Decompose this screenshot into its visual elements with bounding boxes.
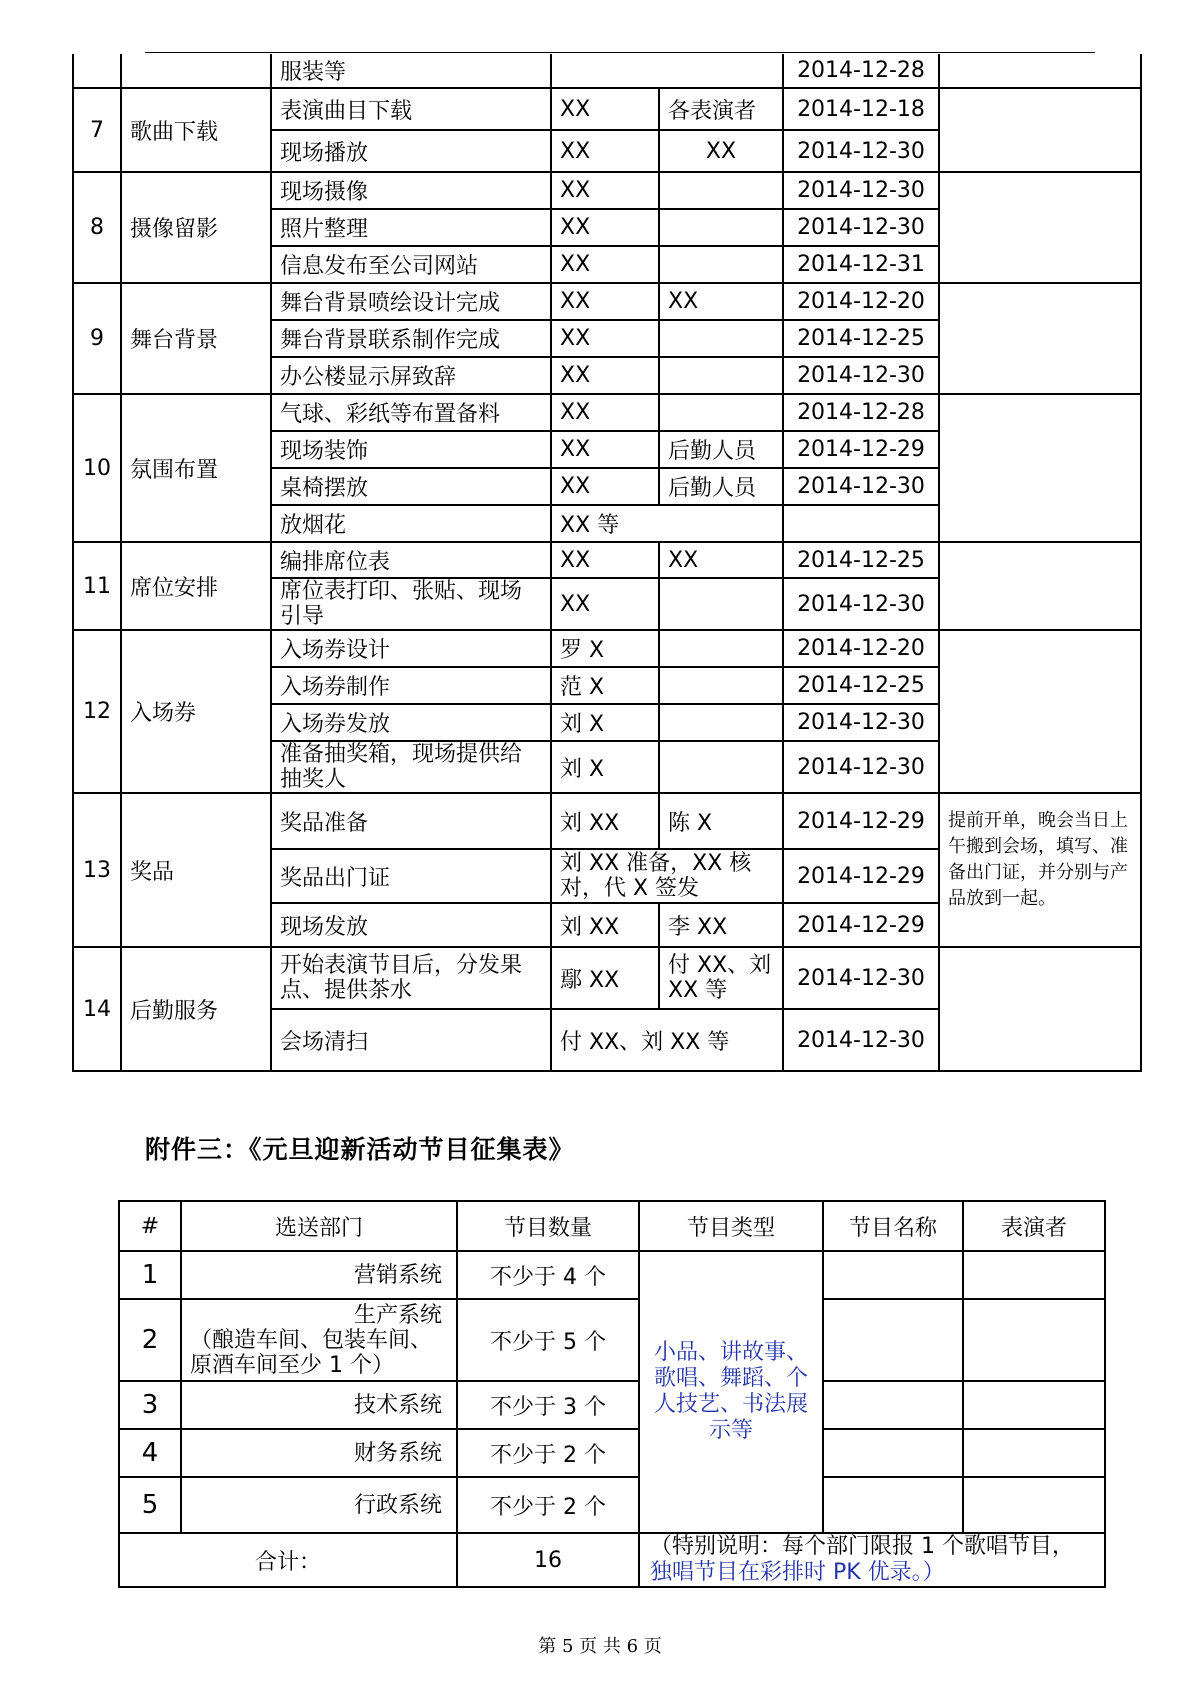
total-label: 合计： xyxy=(119,1533,457,1587)
performer-cell xyxy=(963,1381,1105,1429)
task-assist xyxy=(659,630,783,667)
task-item: 现场摄像 xyxy=(271,172,551,209)
department: 技术系统 xyxy=(181,1381,457,1429)
task-date: 2014-12-30 xyxy=(783,741,939,793)
task-item: 编排席位表 xyxy=(271,542,551,578)
task-assist xyxy=(659,172,783,209)
table-row xyxy=(73,88,1141,130)
task-number xyxy=(73,54,121,88)
program-name-cell xyxy=(823,1477,963,1533)
department-detail: （酿造车间、包装车间、原酒车间至少 1 个） xyxy=(190,1327,433,1378)
task-owner: XX xyxy=(551,88,659,130)
task-owner: XX xyxy=(551,542,659,578)
task-item: 会场清扫 xyxy=(271,1009,551,1071)
task-owner: XX xyxy=(551,209,659,246)
task-date: 2014-12-30 xyxy=(783,578,939,630)
task-owner: XX xyxy=(551,578,659,630)
column-header: 节目类型 xyxy=(639,1201,823,1251)
performer-cell xyxy=(963,1299,1105,1381)
task-assist: XX xyxy=(659,542,783,578)
task-assist: XX xyxy=(659,283,783,320)
task-owner: XX xyxy=(551,283,659,320)
performer-cell xyxy=(963,1429,1105,1477)
table-row xyxy=(73,793,1141,849)
task-owner: XX xyxy=(551,172,659,209)
task-note xyxy=(939,630,1141,793)
task-item: 现场装饰 xyxy=(271,431,551,468)
table-row xyxy=(73,542,1141,578)
task-date: 2014-12-30 xyxy=(783,468,939,505)
task-assist: 付 XX、刘 XX 等 xyxy=(659,947,783,1009)
task-item: 舞台背景联系制作完成 xyxy=(271,320,551,357)
program-quantity: 不少于 4 个 xyxy=(457,1251,639,1299)
program-types: 小品、讲故事、歌唱、舞蹈、个人技艺、书法展示等 xyxy=(639,1251,823,1533)
task-owner: XX xyxy=(551,431,659,468)
department: 营销系统 xyxy=(181,1251,457,1299)
task-note xyxy=(939,947,1141,1071)
task-item: 表演曲目下载 xyxy=(271,88,551,130)
table-row xyxy=(73,394,1141,431)
column-header: 节目名称 xyxy=(823,1201,963,1251)
task-number: 14 xyxy=(73,947,121,1071)
task-assist xyxy=(659,357,783,394)
task-date: 2014-12-30 xyxy=(783,172,939,209)
task-note xyxy=(939,283,1141,394)
table-row xyxy=(73,947,1141,1009)
program-table xyxy=(118,1200,1106,1588)
program-name-cell xyxy=(823,1381,963,1429)
task-date: 2014-12-31 xyxy=(783,246,939,283)
task-item: 信息发布至公司网站 xyxy=(271,246,551,283)
department xyxy=(181,1299,457,1381)
task-assist xyxy=(659,704,783,741)
task-note: 提前开单，晚会当日上午搬到会场，填写、准备出门证，并分别与产品放到一起。 xyxy=(939,793,1141,947)
task-owner: XX xyxy=(551,320,659,357)
task-item: 奖品准备 xyxy=(271,793,551,849)
task-category: 舞台背景 xyxy=(121,283,271,394)
task-owner: 鄢 XX xyxy=(551,947,659,1009)
task-date: 2014-12-20 xyxy=(783,630,939,667)
task-category: 席位安排 xyxy=(121,542,271,630)
task-date: 2014-12-29 xyxy=(783,431,939,468)
task-item: 开始表演节目后，分发果点、提供茶水 xyxy=(271,947,551,1009)
task-item: 桌椅摆放 xyxy=(271,468,551,505)
row-index: 1 xyxy=(119,1251,181,1299)
program-quantity: 不少于 2 个 xyxy=(457,1429,639,1477)
task-item: 办公楼显示屏致辞 xyxy=(271,357,551,394)
special-note xyxy=(639,1533,1105,1587)
task-item: 现场发放 xyxy=(271,903,551,947)
task-date: 2014-12-25 xyxy=(783,667,939,704)
task-owner: XX xyxy=(551,357,659,394)
task-item: 照片整理 xyxy=(271,209,551,246)
task-category: 入场券 xyxy=(121,630,271,793)
row-index: 2 xyxy=(119,1299,181,1381)
task-item: 准备抽奖箱，现场提供给抽奖人 xyxy=(271,741,551,793)
task-item: 舞台背景喷绘设计完成 xyxy=(271,283,551,320)
task-date: 2014-12-20 xyxy=(783,283,939,320)
task-assist xyxy=(659,667,783,704)
task-owner: 刘 XX xyxy=(551,793,659,849)
table-row xyxy=(119,1299,1105,1381)
column-header: 选送部门 xyxy=(181,1201,457,1251)
department: 财务系统 xyxy=(181,1429,457,1477)
task-number: 8 xyxy=(73,172,121,283)
task-date xyxy=(783,505,939,542)
task-date: 2014-12-30 xyxy=(783,704,939,741)
task-number: 12 xyxy=(73,630,121,793)
task-assist: 各表演者 xyxy=(659,88,783,130)
row-index: 5 xyxy=(119,1477,181,1533)
task-category: 氛围布置 xyxy=(121,394,271,542)
column-header: # xyxy=(119,1201,181,1251)
task-date: 2014-12-30 xyxy=(783,209,939,246)
task-assist: XX xyxy=(659,130,783,172)
table-row xyxy=(73,283,1141,320)
column-header: 节目数量 xyxy=(457,1201,639,1251)
task-item: 入场券设计 xyxy=(271,630,551,667)
row-index: 3 xyxy=(119,1381,181,1429)
task-assist xyxy=(659,578,783,630)
task-assist: 陈 X xyxy=(659,793,783,849)
task-date: 2014-12-29 xyxy=(783,793,939,849)
task-item: 气球、彩纸等布置备料 xyxy=(271,394,551,431)
task-note xyxy=(939,394,1141,542)
page-number: 第 5 页 共 6 页 xyxy=(538,1636,662,1657)
task-category: 歌曲下载 xyxy=(121,88,271,172)
task-table xyxy=(72,54,1142,1072)
task-assist: 后勤人员 xyxy=(659,431,783,468)
task-assist xyxy=(659,741,783,793)
task-assist xyxy=(659,209,783,246)
task-item: 服装等 xyxy=(271,54,551,88)
program-name-cell xyxy=(823,1251,963,1299)
performer-cell xyxy=(963,1251,1105,1299)
task-owner: XX xyxy=(551,468,659,505)
task-owner: 刘 XX 准备，XX 核对，代 X 签发 xyxy=(551,849,783,903)
task-date: 2014-12-28 xyxy=(783,54,939,88)
task-item: 奖品出门证 xyxy=(271,849,551,903)
task-date: 2014-12-18 xyxy=(783,88,939,130)
task-number: 7 xyxy=(73,88,121,172)
program-quantity: 不少于 2 个 xyxy=(457,1477,639,1533)
task-owner: XX 等 xyxy=(551,505,783,542)
task-number: 10 xyxy=(73,394,121,542)
page-footer xyxy=(0,1632,1200,1658)
task-item: 放烟花 xyxy=(271,505,551,542)
task-owner: 刘 X xyxy=(551,704,659,741)
task-category xyxy=(121,54,271,88)
task-owner xyxy=(551,54,783,88)
task-item: 席位表打印、张贴、现场引导 xyxy=(271,578,551,630)
program-quantity: 不少于 5 个 xyxy=(457,1299,639,1381)
task-number: 9 xyxy=(73,283,121,394)
task-date: 2014-12-30 xyxy=(783,947,939,1009)
task-number: 11 xyxy=(73,542,121,630)
department: 行政系统 xyxy=(181,1477,457,1533)
task-date: 2014-12-30 xyxy=(783,130,939,172)
task-owner: 刘 XX xyxy=(551,903,659,947)
task-owner: 刘 X xyxy=(551,741,659,793)
special-note-highlight: 独唱节目在彩排时 PK 优录。） xyxy=(650,1560,945,1585)
task-category: 后勤服务 xyxy=(121,947,271,1071)
table-row xyxy=(73,172,1141,209)
task-item: 入场券制作 xyxy=(271,667,551,704)
table-row xyxy=(119,1251,1105,1299)
task-assist: 后勤人员 xyxy=(659,468,783,505)
column-header: 表演者 xyxy=(963,1201,1105,1251)
row-index: 4 xyxy=(119,1429,181,1477)
task-date: 2014-12-29 xyxy=(783,849,939,903)
task-assist xyxy=(659,320,783,357)
special-note-text: （特别说明：每个部门限报 1 个歌唱节目， xyxy=(650,1534,1074,1559)
task-item: 现场播放 xyxy=(271,130,551,172)
table-header-row xyxy=(119,1201,1105,1251)
task-owner: 范 X xyxy=(551,667,659,704)
performer-cell xyxy=(963,1477,1105,1533)
task-item: 入场券发放 xyxy=(271,704,551,741)
task-note xyxy=(939,88,1141,172)
task-note xyxy=(939,54,1141,88)
task-category: 奖品 xyxy=(121,793,271,947)
program-name-cell xyxy=(823,1429,963,1477)
table-row xyxy=(119,1429,1105,1477)
total-row xyxy=(119,1533,1105,1587)
total-value: 16 xyxy=(457,1533,639,1587)
task-date: 2014-12-30 xyxy=(783,1009,939,1071)
task-note xyxy=(939,542,1141,630)
task-category: 摄像留影 xyxy=(121,172,271,283)
task-note xyxy=(939,172,1141,283)
task-date: 2014-12-25 xyxy=(783,542,939,578)
table-row xyxy=(73,54,1141,88)
task-owner: XX xyxy=(551,130,659,172)
header-rule xyxy=(145,52,1095,53)
task-owner: 罗 X xyxy=(551,630,659,667)
task-number: 13 xyxy=(73,793,121,947)
task-date: 2014-12-29 xyxy=(783,903,939,947)
program-name-cell xyxy=(823,1299,963,1381)
task-assist xyxy=(659,394,783,431)
task-assist: 李 XX xyxy=(659,903,783,947)
task-owner: 付 XX、刘 XX 等 xyxy=(551,1009,783,1071)
table-row xyxy=(119,1477,1105,1533)
task-owner: XX xyxy=(551,394,659,431)
attachment-title: 附件三：《元旦迎新活动节目征集表》 xyxy=(145,1135,575,1164)
task-date: 2014-12-25 xyxy=(783,320,939,357)
task-assist xyxy=(659,246,783,283)
task-date: 2014-12-30 xyxy=(783,357,939,394)
program-quantity: 不少于 3 个 xyxy=(457,1381,639,1429)
task-owner: XX xyxy=(551,246,659,283)
department-name: 生产系统 xyxy=(353,1302,442,1328)
task-date: 2014-12-28 xyxy=(783,394,939,431)
table-row xyxy=(119,1381,1105,1429)
table-row xyxy=(73,630,1141,667)
